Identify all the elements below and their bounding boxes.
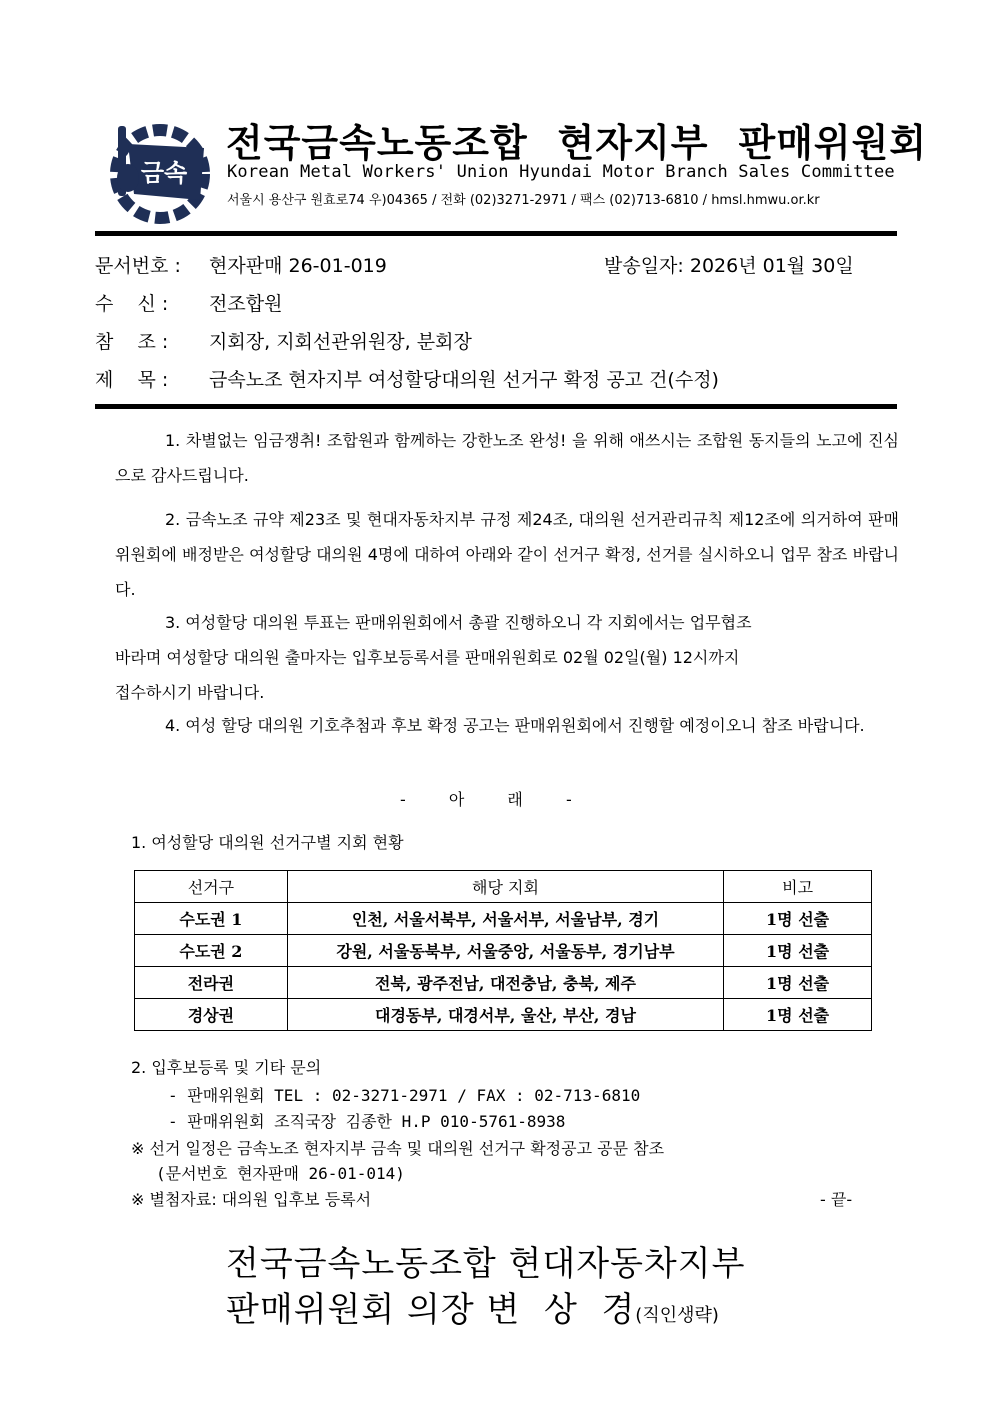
subject-row — [95, 365, 719, 392]
reference-label: 참 조 : — [95, 331, 169, 353]
note-schedule-docno: (문서번호 현자판매 26-01-014) — [156, 1164, 405, 1183]
column-header: 선거구 — [135, 871, 288, 903]
doc-number-label: 문서번호 : — [95, 255, 181, 277]
table-cell: 대경동부, 대경서부, 울산, 부산, 경남 — [287, 999, 723, 1031]
doc-number-row — [95, 251, 387, 278]
table-cell: 전라권 — [135, 967, 288, 999]
org-name-part3: 판매위원회 — [738, 121, 928, 165]
org-name-part1: 전국금속노동조합 — [226, 121, 528, 165]
paragraph-3-line1: 3. 여성할당 대의원 투표는 판매위원회에서 총괄 진행하오니 각 지회에서는 업무협조 — [165, 613, 752, 632]
note-schedule: ※ 선거 일정은 금속노조 현자지부 금속 및 대의원 선거구 확정공고 공문 참조 — [131, 1139, 665, 1158]
doc-number: 현자판매 26-01-019 — [209, 255, 387, 277]
issue-date: 발송일자: 2026년 01월 30일 — [604, 255, 854, 277]
signature-line-2 — [226, 1282, 719, 1331]
paragraph-3-line2: 바라며 여성할당 대의원 출마자는 입후보등록서를 판매위원회로 02월 02일(월) 12시까지 — [115, 648, 740, 667]
table-cell: 경상권 — [135, 999, 288, 1031]
note-attachment: ※ 별첨자료: 대의원 입후보 등록서 — [131, 1190, 372, 1209]
paragraph-3-line3: 접수하시기 바랍니다. — [115, 683, 265, 702]
table-cell: 수도권 1 — [135, 903, 288, 935]
table-cell: 인천, 서울서북부, 서울서부, 서울남부, 경기 — [287, 903, 723, 935]
contact-phone-fax: - 판매위원회 TEL : 02-3271-2971 / FAX : 02-713-6810 — [168, 1086, 641, 1105]
organization-address: 서울시 용산구 원효로74 우)04365 / 전화 (02)3271-2971 / 팩스 (02)713-6810 / hmsl.hmwu.or.kr — [227, 193, 820, 208]
table-row — [135, 935, 872, 967]
paragraph-2 — [115, 502, 899, 607]
column-header: 해당 지회 — [287, 871, 723, 903]
table-row — [135, 999, 872, 1031]
org-name-part2: 현자지부 — [557, 121, 709, 165]
paragraph-2-text: 2. 금속노조 규약 제23조 및 현대자동차지부 규정 제24조, 대의원 선거관리규칙 제12조에 의거하여 판매위원회에 배정받은 여성할당 대의원 4명에 대하여 아래와 같이 선거구 확정, 선거를 실시하오니 업무 참조 바랍니다. — [115, 510, 899, 599]
section-2-heading: 2. 입후보등록 및 기타 문의 — [131, 1058, 322, 1077]
header-divider — [95, 231, 897, 236]
reference: 지회장, 지회선관위원장, 분회장 — [209, 331, 472, 353]
recipient: 전조합원 — [209, 293, 283, 315]
contact-person: - 판매위원회 조직국장 김종한 H.P 010-5761-8938 — [168, 1112, 566, 1131]
paragraph-3 — [115, 605, 899, 710]
paragraph-1-text: 1. 차별없는 임금쟁취! 조합원과 함께하는 강한노조 완성! 을 위해 애쓰시는 조합원 동지들의 노고에 진심으로 감사드립니다. — [115, 431, 899, 485]
union-logo — [104, 118, 214, 226]
organization-name — [226, 112, 927, 167]
signature-line-1: 전국금속노동조합 현대자동차지부 — [226, 1244, 746, 1284]
recipient-label: 수 신 : — [95, 293, 169, 315]
recipient-row — [95, 289, 282, 316]
logo-text: 금속 — [140, 159, 188, 187]
table-header-row — [135, 871, 872, 903]
paragraph-1 — [115, 423, 899, 493]
end-mark: - 끝- — [820, 1190, 853, 1209]
subject: 금속노조 현자지부 여성할당대의원 선거구 확정 공고 건(수정) — [209, 369, 719, 391]
paragraph-4-text: 4. 여성 할당 대의원 기호추첨과 후보 확정 공고는 판매위원회에서 진행할 예정이오니 참조 바랍니다. — [165, 716, 865, 735]
section-1-heading: 1. 여성할당 대의원 선거구별 지회 현황 — [131, 833, 404, 852]
notice-heading: - 아 래 - — [400, 790, 572, 809]
subject-label: 제 목 : — [95, 369, 169, 391]
meta-divider — [95, 404, 897, 409]
table-row — [135, 903, 872, 935]
table-cell: 1명 선출 — [724, 935, 872, 967]
seal-note: (직인생략) — [635, 1305, 719, 1326]
table-cell: 강원, 서울동북부, 서울중앙, 서울동부, 경기남부 — [287, 935, 723, 967]
reference-row — [95, 327, 472, 354]
table-cell: 전북, 광주전남, 대전충남, 충북, 제주 — [287, 967, 723, 999]
paragraph-4 — [115, 708, 899, 743]
signature-name: 판매위원회 의장 변 상 경 — [226, 1290, 636, 1330]
table-cell: 1명 선출 — [724, 967, 872, 999]
table-cell: 수도권 2 — [135, 935, 288, 967]
column-header: 비고 — [724, 871, 872, 903]
table-cell: 1명 선출 — [724, 999, 872, 1031]
table-row — [135, 967, 872, 999]
table-cell: 1명 선출 — [724, 903, 872, 935]
district-table — [134, 870, 872, 1031]
organization-name-english: Korean Metal Workers' Union Hyundai Motor Branch Sales Committee — [227, 162, 895, 182]
